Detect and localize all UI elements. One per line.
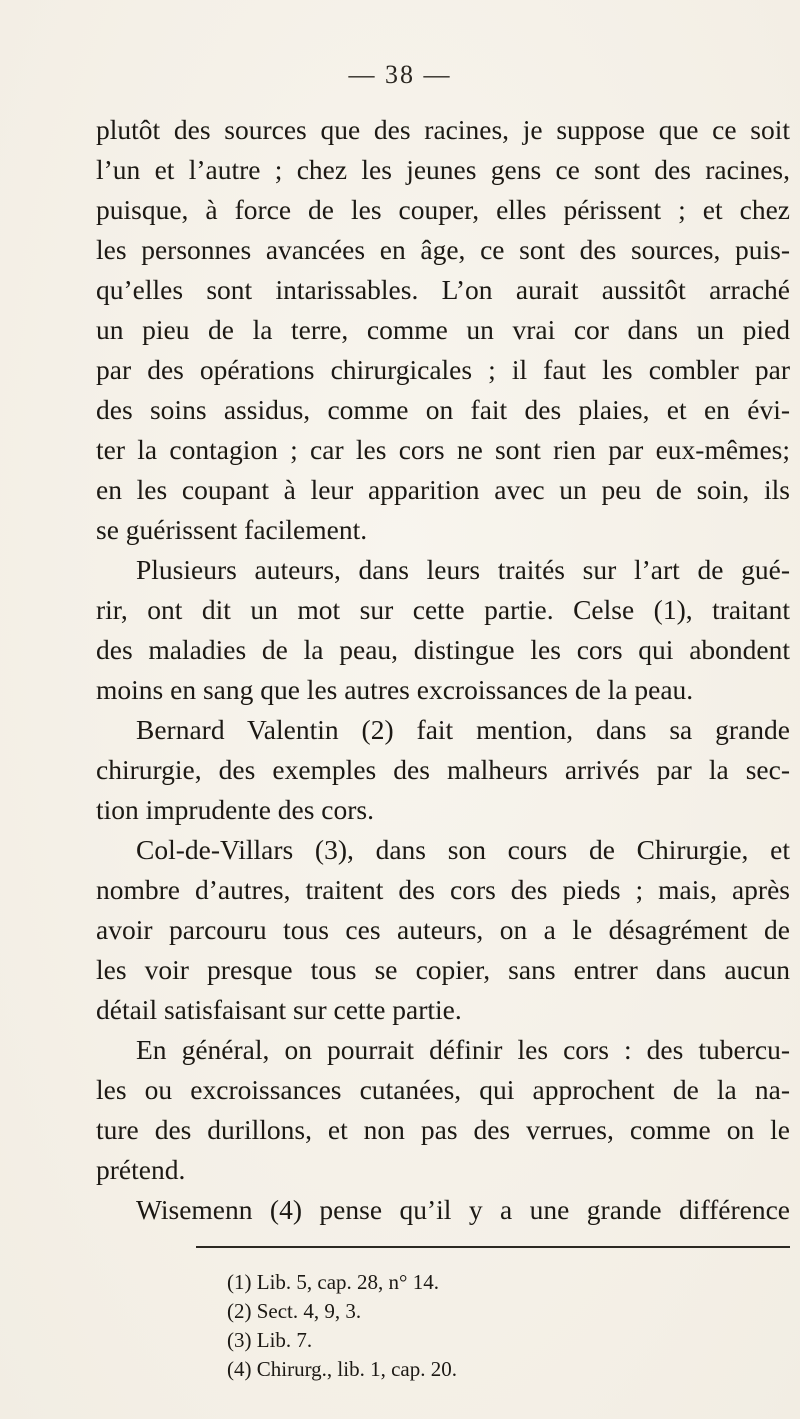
body-text: [96, 110, 790, 1230]
text-line: se guérissent facilement.: [96, 514, 368, 545]
text-line: avoir parcouru tous ces auteurs, on a le désagrément de: [96, 914, 790, 945]
text-line: les voir presque tous se copier, sans entrer dans aucun: [96, 954, 790, 985]
text-line: prétend.: [96, 1154, 186, 1185]
text-line: ture des durillons, et non pas des verrues, comme on le: [96, 1114, 790, 1145]
text-line: un pieu de la terre, comme un vrai cor dans un pied: [96, 314, 790, 345]
text-line: l’un et l’autre ; chez les jeunes gens ce sont des racines,: [96, 154, 790, 185]
text-line: tion imprudente des cors.: [96, 794, 374, 825]
text-line: qu’elles sont intarissables. L’on aurait aussitôt arraché: [96, 274, 790, 305]
text-line: plutôt des sources que des racines, je suppose que ce soit: [96, 114, 790, 145]
text-line: des soins assidus, comme on fait des plaies, et en évi-: [96, 394, 790, 425]
footnote-divider: [196, 1246, 790, 1248]
footnote: (1) Lib. 5, cap. 28, n° 14.: [227, 1270, 439, 1294]
text-line: moins en sang que les autres excroissances de la peau.: [96, 674, 694, 705]
text-line: Col-de-Villars (3), dans son cours de Chirurgie, et: [136, 834, 790, 865]
page-number: — 38 —: [348, 60, 452, 89]
text-line: détail satisfaisant sur cette partie.: [96, 994, 462, 1025]
text-line: rir, ont dit un mot sur cette partie. Celse (1), traitant: [96, 594, 790, 625]
footnote: (2) Sect. 4, 9, 3.: [227, 1299, 362, 1323]
footnote: (3) Lib. 7.: [227, 1328, 313, 1352]
text-line: nombre d’autres, traitent des cors des pieds ; mais, après: [96, 874, 790, 905]
text-line: des maladies de la peau, distingue les cors qui abondent: [96, 634, 790, 665]
text-line: en les coupant à leur apparition avec un peu de soin, ils: [96, 474, 790, 505]
text-line: Bernard Valentin (2) fait mention, dans sa grande: [136, 714, 790, 745]
footnotes: [227, 1268, 457, 1384]
text-line: Plusieurs auteurs, dans leurs traités sur l’art de gué-: [136, 554, 790, 585]
text-line: les ou excroissances cutanées, qui approchent de la na-: [96, 1074, 790, 1105]
text-line: En général, on pourrait définir les cors : des tubercu-: [136, 1034, 790, 1065]
text-line: ter la contagion ; car les cors ne sont rien par eux-mêmes;: [96, 434, 790, 465]
text-line: chirurgie, des exemples des malheurs arrivés par la sec-: [96, 754, 790, 785]
text-line: par des opérations chirurgicales ; il faut les combler par: [96, 354, 790, 385]
text-line: puisque, à force de les couper, elles périssent ; et chez: [96, 194, 790, 225]
text-line: Wisemenn (4) pense qu’il y a une grande différence: [136, 1194, 790, 1225]
text-line: les personnes avancées en âge, ce sont des sources, puis-: [96, 234, 790, 265]
footnote: (4) Chirurg., lib. 1, cap. 20.: [227, 1357, 457, 1381]
